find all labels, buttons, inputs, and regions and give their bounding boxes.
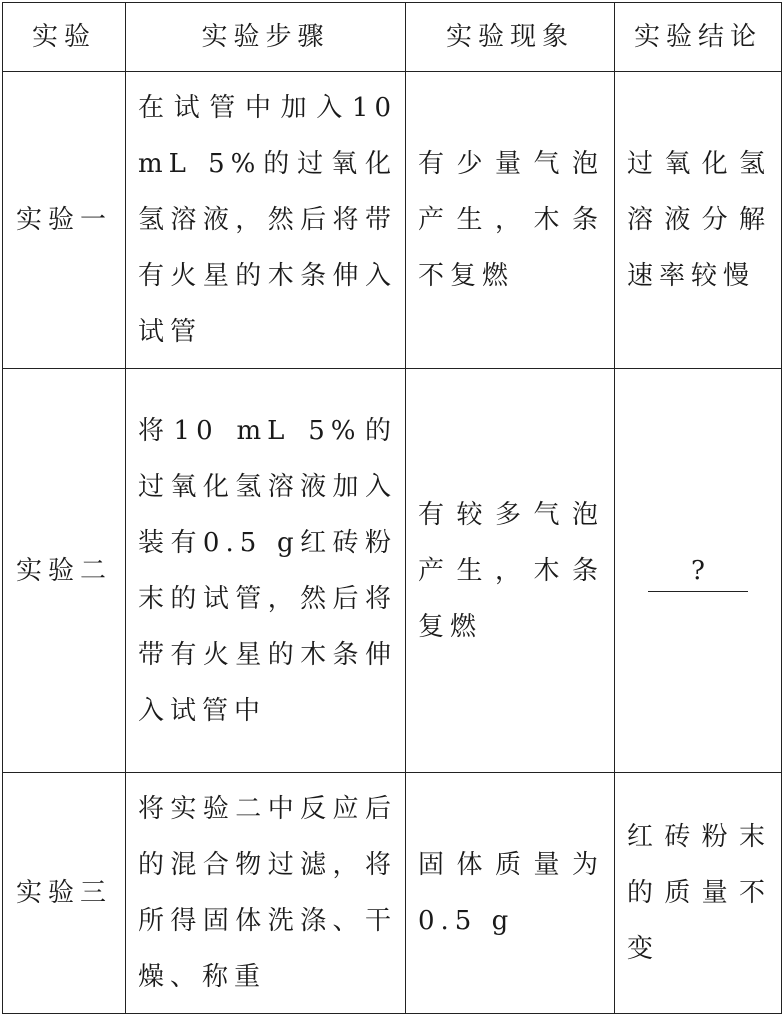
row-phenomenon: 有较多气泡产生，木条复燃 — [406, 369, 615, 773]
row-conclusion: 过氧化氢溶液分解速率较慢 — [615, 72, 782, 369]
row-steps: 在试管中加入10 mL 5%的过氧化氢溶液，然后将带有火星的木条伸入试管 — [126, 72, 406, 369]
row-label: 实验二 — [3, 369, 126, 773]
row-label: 实验一 — [3, 72, 126, 369]
header-conclusion: 实验结论 — [615, 3, 782, 72]
table-row — [3, 369, 782, 773]
header-experiment: 实验 — [3, 3, 126, 72]
table-row — [3, 773, 782, 1014]
header-phenomenon: 实验现象 — [406, 3, 615, 72]
row-phenomenon: 固体质量为0.5 g — [406, 773, 615, 1014]
row-label: 实验三 — [3, 773, 126, 1014]
header-row — [3, 3, 782, 72]
table-row — [3, 72, 782, 369]
row-steps: 将10 mL 5%的过氧化氢溶液加入装有0.5 g红砖粉末的试管，然后将带有火星的木条伸入试管中 — [126, 369, 406, 773]
row-conclusion-blank — [615, 369, 782, 773]
row-steps: 将实验二中反应后的混合物过滤，将所得固体洗涤、干燥、称重 — [126, 773, 406, 1014]
experiment-table — [2, 2, 782, 1014]
row-phenomenon: 有少量气泡产生，木条不复燃 — [406, 72, 615, 369]
row-conclusion: 红砖粉末的质量不变 — [615, 773, 782, 1014]
answer-blank: ? — [648, 551, 748, 592]
header-steps: 实验步骤 — [126, 3, 406, 72]
